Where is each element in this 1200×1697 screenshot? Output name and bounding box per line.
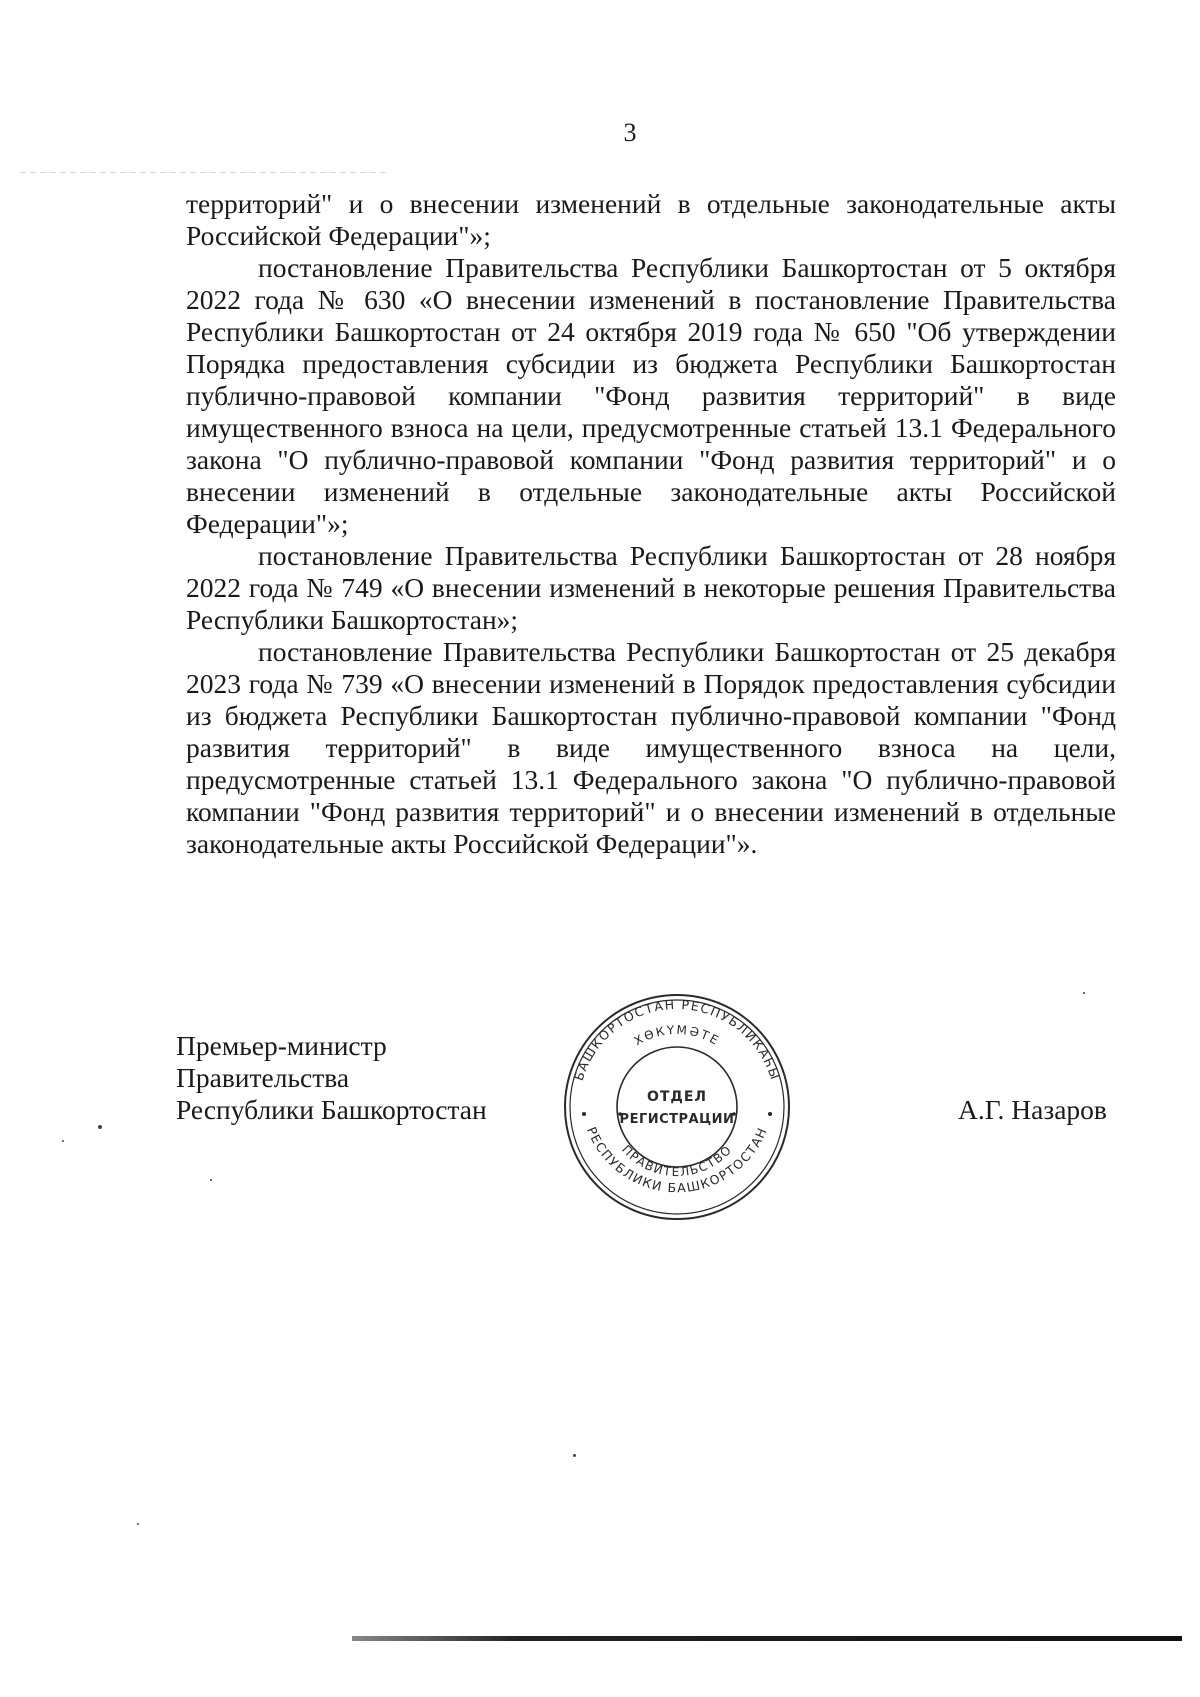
scan-speck bbox=[62, 1140, 64, 1142]
signatory-title-line: Республики Башкортостан bbox=[176, 1094, 487, 1125]
stamp-center-line-2: РЕГИСТРАЦИИ bbox=[619, 1112, 735, 1127]
stamp-star-icon bbox=[768, 1112, 772, 1116]
scan-speck bbox=[1083, 992, 1085, 994]
stamp-outer-top-text: БАШКОРТОСТАН РЕСПУБЛИКАҺЫ bbox=[570, 996, 784, 1083]
paragraph: территорий" и о внесении изменений в отдельные законодательные акты Российской Федерации"»; bbox=[186, 188, 1116, 251]
paragraph: постановление Правительства Республики Башкортостан от 25 декабря 2023 года № 739 «О внесении изменений в Порядок предоставления субсидии из бюджета Республики Башкортостан публично-правовой компании "Фонд развития территорий" в виде имущественного взноса на цели, предусмотренные статьей 13.1 Федерального закона "О публично-правовой компании "Фонд развития территорий" и о внесении изменений в отдельные законодательные акты Российской Федерации"». bbox=[186, 636, 1116, 859]
stamp-star-icon bbox=[582, 1112, 586, 1116]
stamp-center-line-1: ОТДЕЛ bbox=[646, 1089, 708, 1105]
signatory-title-line: Премьер-министр bbox=[176, 1030, 387, 1061]
bottom-rule bbox=[352, 1636, 1182, 1641]
paragraph: постановление Правительства Республики Башкортостан от 28 ноября 2022 года № 749 «О внесении изменений в некоторые решения Правительства Республики Башкортостан»; bbox=[186, 540, 1116, 635]
scan-speck bbox=[137, 1523, 139, 1525]
svg-text:РЕСПУБЛИКИ БАШКОРТОСТАН bbox=[584, 1125, 770, 1196]
paragraph: постановление Правительства Республики Башкортостан от 5 октября 2022 года № 630 «О внесении изменений в постановление Правительства Республики Башкортостан от 24 октября 2019 года № 650 "Об утверждении Порядка предоставления субсидии из бюджета Республики Башкортостан публично-правовой компании "Фонд развития территорий" в виде имущественного взноса на цели, предусмотренные статьей 13.1 Федерального закона "О публично-правовой компании "Фонд развития территорий" и о внесении изменений в отдельные законодательные акты Российской Федерации"»; bbox=[186, 252, 1116, 539]
signatory-name: А.Г. Назаров bbox=[958, 1094, 1107, 1125]
stamp-inner-bottom-text: ПРАВИТЕЛЬСТВО bbox=[619, 1142, 735, 1180]
page-number: 3 bbox=[623, 118, 637, 147]
signatory-title-line: Правительства bbox=[176, 1062, 350, 1093]
document-body bbox=[186, 188, 1116, 860]
scan-speck bbox=[210, 1179, 212, 1181]
svg-text:БАШКОРТОСТАН РЕСПУБЛИКАҺЫ bbox=[571, 997, 783, 1083]
scan-artifact-line bbox=[20, 172, 390, 173]
signatory-title bbox=[176, 1030, 487, 1126]
scan-speck bbox=[573, 1454, 576, 1457]
official-stamp bbox=[560, 990, 794, 1224]
svg-text:ХӨКҮМӘТЕ bbox=[632, 1023, 723, 1049]
stamp-inner-top-text: ХӨКҮМӘТЕ bbox=[631, 1022, 723, 1049]
scan-speck bbox=[98, 1125, 102, 1129]
stamp-outer-bottom-text: РЕСПУБЛИКИ БАШКОРТОСТАН bbox=[583, 1124, 771, 1196]
